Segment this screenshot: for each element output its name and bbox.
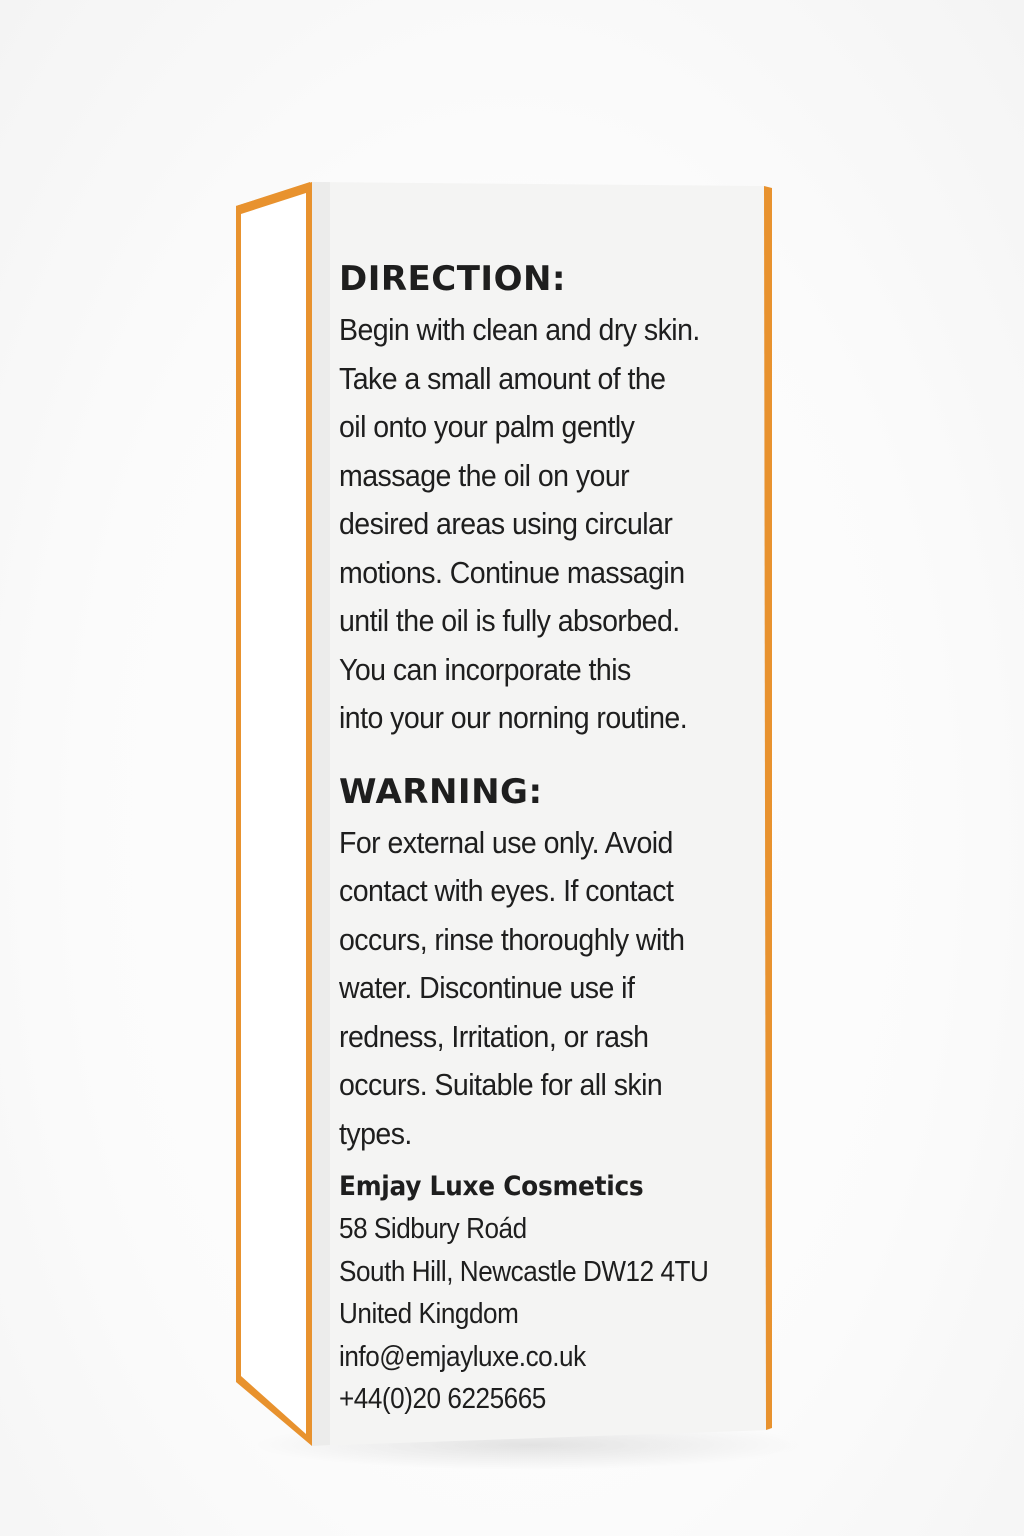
- warning-line: occurs, rinse thoroughly with: [339, 921, 685, 957]
- direction-line: Take a small amount of the: [339, 360, 666, 396]
- box-side-panel: [241, 193, 306, 1434]
- direction-line: massage the oil on your: [339, 457, 630, 493]
- direction-heading: DIRECTION:: [339, 259, 567, 299]
- warning-text: [339, 819, 758, 1159]
- warning-line: For external use only. Avoid: [339, 824, 673, 860]
- direction-line: Begin with clean and dry skin.: [339, 312, 700, 347]
- label-text-panel: [339, 256, 759, 1421]
- warning-line: water. Discontinue use if: [339, 970, 635, 1005]
- company-name: Emjay Luxe Cosmetics: [339, 1171, 644, 1202]
- direction-text: [339, 306, 758, 743]
- address-city: South Hill, Newcastle DW12 4TU: [339, 1255, 709, 1288]
- address-country: United Kingdom: [339, 1298, 519, 1330]
- address-street: 58 Sidbury Roád: [339, 1213, 527, 1245]
- direction-line: You can incorporate this: [339, 651, 631, 687]
- box-front-shade: [312, 182, 330, 1446]
- warning-line: contact with eyes. If contact: [339, 873, 674, 908]
- direction-line: until the oil is fully absorbed.: [339, 603, 680, 638]
- contact-phone: +44(0)20 6225665: [339, 1383, 546, 1415]
- direction-line: oil onto your palm gently: [339, 409, 635, 444]
- direction-line: into your our norning routine.: [339, 700, 688, 735]
- direction-line: motions. Continue massagin: [339, 554, 685, 590]
- warning-line: redness, Irritation, or rash: [339, 1018, 649, 1054]
- warning-line: types.: [339, 1115, 412, 1151]
- direction-line: desired areas using circular: [339, 506, 673, 541]
- warning-line: occurs. Suitable for all skin: [339, 1067, 663, 1102]
- contact-email: info@emjayluxe.co.uk: [339, 1340, 586, 1373]
- warning-heading: WARNING:: [339, 771, 543, 812]
